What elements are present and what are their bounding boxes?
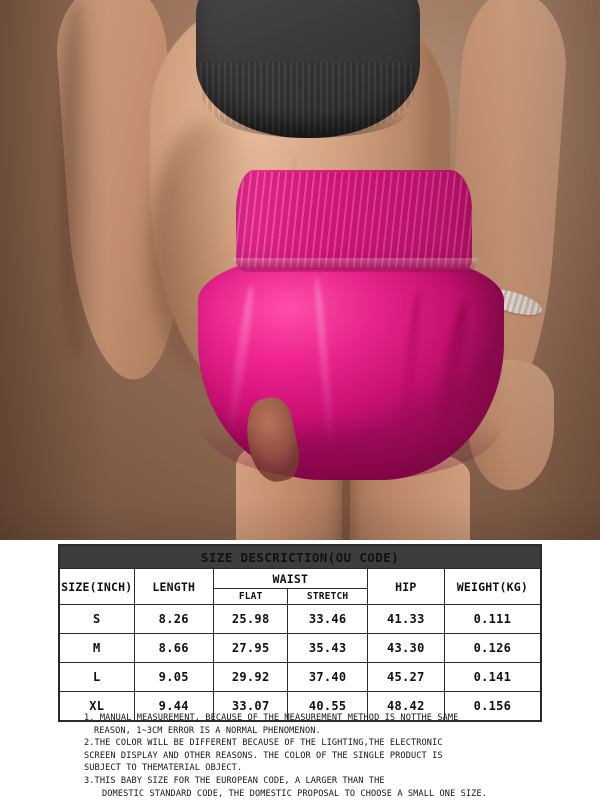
cell-size: M [60,634,135,663]
table-row [60,663,541,692]
header-weight: WEIGHT(KG) [444,569,540,605]
cell-flat: 25.98 [213,605,288,634]
size-chart [58,544,542,722]
cell-weight: 0.126 [444,634,540,663]
cell-stretch: 40.55 [288,692,367,721]
note-line-3: 2.THE COLOR WILL BE DIFFERENT BECAUSE OF THE LIGHTING,THE ELECTRONIC [84,738,443,749]
size-chart-header-row [60,569,541,589]
cell-size: XL [60,692,135,721]
photo-bottom-fade [0,500,600,540]
cell-size: S [60,605,135,634]
note-line-6: 3.THIS BABY SIZE FOR THE EUROPEAN CODE, A LARGER THAN THE [84,775,385,786]
note-line-2: REASON, 1~3CM ERROR IS A NORMAL PHENOMENON. [94,725,321,736]
header-hip: HIP [367,569,444,605]
note-line-1: 1. MANUAL MEASUREMENT, BECAUSE OF THE MEASUREMENT METHOD IS NOTTHE SAME [84,713,459,723]
size-chart-table [59,545,541,721]
cell-weight: 0.141 [444,663,540,692]
header-waist-flat: FLAT [213,589,288,605]
cell-stretch: 37.40 [288,663,367,692]
cell-length: 8.66 [134,634,213,663]
cell-hip: 43.30 [367,634,444,663]
cell-size: L [60,663,135,692]
table-row [60,605,541,634]
cell-weight: 0.111 [444,605,540,634]
note-line-4: SCREEN DISPLAY AND OTHER REASONS. THE COLOR OF THE SINGLE PRODUCT IS [84,750,443,761]
cell-weight: 0.156 [444,692,540,721]
note-line-7: DOMESTIC STANDARD CODE, THE DOMESTIC PROPOSAL TO CHOOSE A SMALL ONE SIZE. [102,788,487,799]
note-line-5: SUBJECT TO THEMATERIAL OBJECT. [84,763,243,774]
cell-length: 8.26 [134,605,213,634]
size-chart-title-row [60,546,541,569]
cell-hip: 41.33 [367,605,444,634]
header-size: SIZE(INCH) [60,569,135,605]
cell-length: 9.44 [134,692,213,721]
cell-flat: 33.07 [213,692,288,721]
cell-flat: 29.92 [213,663,288,692]
cell-hip: 48.42 [367,692,444,721]
cell-flat: 27.95 [213,634,288,663]
cell-stretch: 35.43 [288,634,367,663]
size-chart-notes [58,712,542,800]
header-waist: WAIST [213,569,367,589]
header-length: LENGTH [134,569,213,605]
header-waist-stretch: STRETCH [288,589,367,605]
cell-length: 9.05 [134,663,213,692]
cell-hip: 45.27 [367,663,444,692]
cell-stretch: 33.46 [288,605,367,634]
size-chart-title: SIZE DESCRICTION(OU CODE) [60,546,541,569]
table-row [60,634,541,663]
